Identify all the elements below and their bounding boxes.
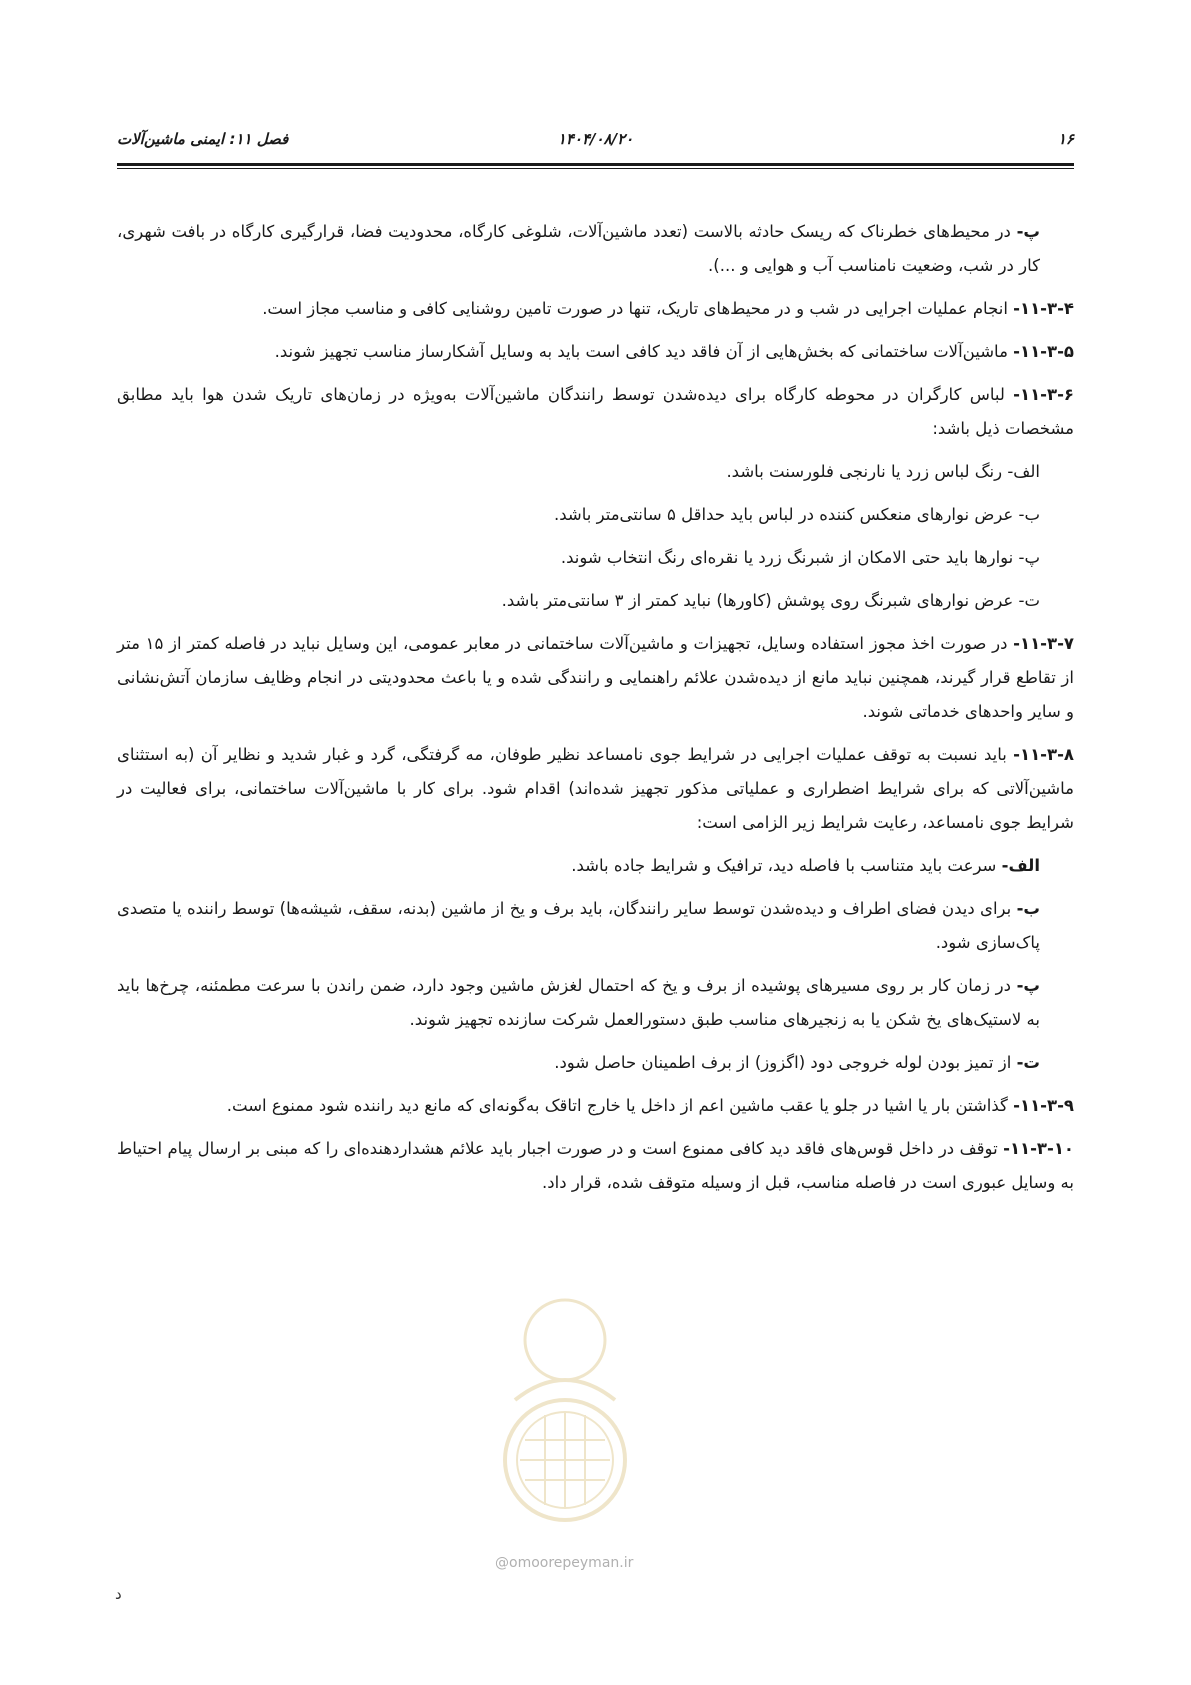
paragraph [117,215,1074,283]
paragraph-text: باید نسبت به توقف عملیات اجرایی در شرایط جوی نامساعد نظیر طوفان، مه گرفتگی، گرد و غبار شدید و نظایر آن (به استثنای ماشین‌آلاتی که برای شرایط اضطراری و عملیاتی مذکور تجهیز شده‌اند) اقدام شود. برای کار با ماشین‌آلات ساختمانی، برای فعالیت در شرایط جوی نامساعد، رعایت شرایط زیر الزامی است: [117,745,1074,832]
clause-paragraph [117,378,1074,446]
paragraph-text: انجام عملیات اجرایی در شب و در محیط‌های تاریک، تنها در صورت تامین روشنایی کافی و مناسب مجاز است. [262,299,1014,318]
paragraph-text: برای دیدن فضای اطراف و دیده‌شدن توسط سایر رانندگان، باید برف و یخ از ماشین (بدنه، سقف، شیشه‌ها) توسط راننده یا متصدی پاک‌سازی شود. [117,899,1040,952]
item-letter: پ- [1016,976,1040,995]
paragraph-text: گذاشتن بار یا اشیا در جلو یا عقب ماشین اعم از داخل یا خارج اتاقک به‌گونه‌ای که مانع دید راننده شود ممنوع است. [226,1096,1014,1115]
watermark-logo-icon [475,1290,655,1540]
clause-paragraph [117,1132,1074,1200]
clause-number: ۱۱-۳-۶- [1013,385,1074,404]
list-item [117,498,1074,532]
list-item [117,455,1074,489]
paragraph-text: در صورت اخذ مجوز استفاده وسایل، تجهیزات و ماشین‌آلات ساختمانی در معابر عمومی، این وسایل نباید در فاصله کمتر از ۱۵ متر از تقاطع قرار گیرند، همچنین نباید مانع از دیده‌شدن علائم راهنمایی و رانندگی شده و یا باعث محدودیتی در انجام وظایف سازمان آتش‌نشانی و سایر واحدهای خدماتی شوند. [117,634,1074,721]
paragraph-text: پ- نوارها باید حتی الامکان از شبرنگ زرد یا نقره‌ای رنگ انتخاب شوند. [560,548,1040,567]
clause-number: ۱۱-۳-۹- [1013,1096,1074,1115]
clause-paragraph [117,335,1074,369]
paragraph-text: در محیط‌های خطرناک که ریسک حادثه بالاست (تعدد ماشین‌آلات، شلوغی کارگاه، محدودیت فضا، قرارگیری کارگاه در بافت شهری، کار در شب، وضعیت نامناسب آب و هوایی و ...). [117,222,1040,275]
item-letter: پ- [1016,222,1040,241]
paragraph-text: ماشین‌آلات ساختمانی که بخش‌هایی از آن فاقد دید کافی است باید به وسایل آشکارساز مناسب تجهیز شوند. [274,342,1014,361]
item-letter: ب- [1016,899,1040,918]
chapter-title: فصل ۱۱: ایمنی ماشین‌آلات [117,130,289,148]
paragraph-text: ت- عرض نوارهای شبرنگ روی پوشش (کاورها) نباید کمتر از ۳ سانتی‌متر باشد. [501,591,1040,610]
list-item [117,1046,1074,1080]
clause-paragraph [117,1089,1074,1123]
paragraph-text: الف- رنگ لباس زرد یا نارنجی فلورسنت باشد. [726,462,1040,481]
clause-number: ۱۱-۳-۸- [1013,745,1074,764]
paragraph-text: از تمیز بودن لوله خروجی دود (اگزوز) از برف اطمینان حاصل شود. [554,1053,1017,1072]
clause-number: ۱۱-۳-۷- [1013,634,1074,653]
clause-number: ۱۱-۳-۵- [1013,342,1074,361]
header-rule [117,163,1074,166]
item-letter: ت- [1016,1053,1040,1072]
clause-number: ۱۱-۳-۱۰- [1003,1139,1074,1158]
watermark-website: @omoorepeyman.ir [495,1555,634,1571]
document-body [117,215,1074,1209]
list-item [117,892,1074,960]
page-header [117,130,1074,160]
item-letter: الف- [1001,856,1040,875]
clause-paragraph [117,627,1074,729]
clause-number: ۱۱-۳-۴- [1013,299,1074,318]
paragraph-text: ب- عرض نوارهای منعکس کننده در لباس باید حداقل ۵ سانتی‌متر باشد. [554,505,1040,524]
paragraph-text: سرعت باید متناسب با فاصله دید، ترافیک و شرایط جاده باشد. [571,856,1002,875]
footer-letter: د [115,1585,122,1603]
list-item [117,541,1074,575]
list-item [117,584,1074,618]
header-rule-thin [117,168,1074,169]
list-item [117,969,1074,1037]
paragraph-text: توقف در داخل قوس‌های فاقد دید کافی ممنوع است و در صورت اجبار باید علائم هشداردهنده‌ای را که مبنی بر ارسال پیام احتیاط به وسایل عبوری است در فاصله مناسب، قبل از وسیله متوقف شده، قرار داد. [117,1139,1074,1192]
list-item [117,849,1074,883]
clause-paragraph [117,292,1074,326]
page-number: ۱۶ [1057,130,1074,148]
clause-paragraph [117,738,1074,840]
header-date: ۱۴۰۴/۰۸/۲۰ [557,130,634,148]
paragraph-text: در زمان کار بر روی مسیرهای پوشیده از برف و یخ که احتمال لغزش ماشین وجود دارد، ضمن راندن با سرعت مطمئنه، چرخ‌ها باید به لاستیک‌های یخ شکن یا به زنجیرهای مناسب طبق دستورالعمل شرکت سازنده تجهیز شوند. [117,976,1040,1029]
paragraph-text: لباس کارگران در محوطه کارگاه برای دیده‌شدن توسط رانندگان ماشین‌آلات به‌ویژه در زمان‌های تاریک شدن هوا باید مطابق مشخصات ذیل باشد: [117,385,1074,438]
